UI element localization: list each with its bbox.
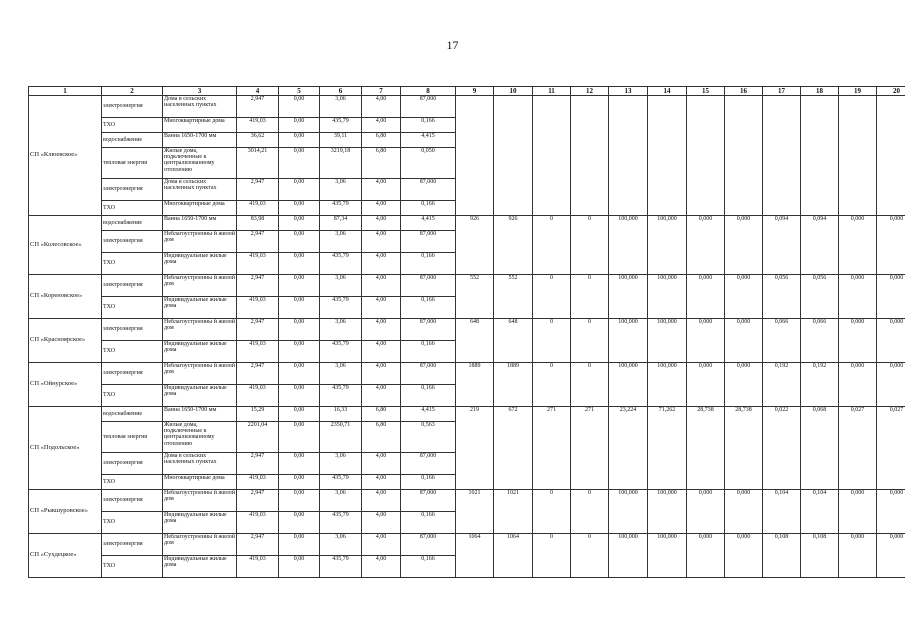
share-cell-col-11: 0	[533, 363, 571, 407]
consumer-category-cell: Индивидуальные жилые дома	[163, 297, 237, 319]
value-cell-col-5: 0,00	[279, 512, 320, 534]
value-cell-col-6: 435,79	[320, 341, 362, 363]
value-cell-col-5: 0,00	[279, 253, 320, 275]
share-cell-col-13: 23,224	[609, 407, 648, 490]
column-header-9: 9	[456, 87, 494, 96]
value-cell-col-4: 2,947	[237, 534, 279, 556]
value-cell-col-8: 87,000	[401, 490, 456, 512]
value-cell-col-6: 3,06	[320, 319, 362, 341]
resource-cell: ТХО	[102, 253, 163, 275]
value-cell-col-5: 0,00	[279, 275, 320, 297]
value-cell-col-4: 2,947	[237, 490, 279, 512]
settlement-cell: СП «Кореновское»	[29, 275, 102, 319]
share-cell-col-14: 100,000	[648, 534, 687, 578]
share-cell-col-19: 0,000	[839, 534, 877, 578]
share-cell-col-16: 0,000	[725, 490, 763, 534]
value-cell-col-4: 419,03	[237, 341, 279, 363]
settlement-cell: СП «Клюевское»	[29, 96, 102, 216]
consumer-category-cell: Индивидуальные жилые дома	[163, 512, 237, 534]
share-cell-col-18: 0,104	[801, 490, 839, 534]
value-cell-col-4: 419,03	[237, 385, 279, 407]
share-cell-col-13: 100,000	[609, 490, 648, 534]
share-cell-col-9: 1064	[456, 534, 494, 578]
value-cell-col-4: 2,947	[237, 363, 279, 385]
share-cell-col-13: 100,000	[609, 534, 648, 578]
resource-cell: водоснабжение	[102, 133, 163, 148]
value-cell-col-4: 2,947	[237, 453, 279, 475]
consumer-category-cell: Ванна 1650-1700 мм	[163, 216, 237, 231]
consumer-category-cell: Дома в сельских населенных пунктах	[163, 179, 237, 201]
value-cell-col-6: 3,06	[320, 231, 362, 253]
share-cell-col-20: 0,000	[877, 216, 905, 275]
value-cell-col-7: 4,00	[362, 297, 401, 319]
share-cell-col-14: 100,000	[648, 490, 687, 534]
value-cell-col-5: 0,00	[279, 148, 320, 179]
column-header-16: 16	[725, 87, 763, 96]
value-cell-col-4: 2,947	[237, 275, 279, 297]
share-cell-col-16: 0,000	[725, 216, 763, 275]
resource-cell: ТХО	[102, 201, 163, 216]
resource-cell: ТХО	[102, 385, 163, 407]
value-cell-col-6: 2350,71	[320, 422, 362, 453]
consumer-category-cell: Неблагоустроенны й жилой дом	[163, 275, 237, 297]
share-cell-col-12: 0	[571, 363, 609, 407]
column-header-11: 11	[533, 87, 571, 96]
share-cell-col-17: 0,108	[763, 534, 801, 578]
share-cell-col-15: 0,000	[687, 490, 725, 534]
settlement-cell: СП «Подольское»	[29, 407, 102, 490]
share-cell-col-12: 0	[571, 534, 609, 578]
column-header-8: 8	[401, 87, 456, 96]
value-cell-col-5: 0,00	[279, 96, 320, 118]
table-body	[29, 96, 905, 578]
share-cell-col-15: 0,000	[687, 275, 725, 319]
share-cell-col-18: 0,068	[801, 407, 839, 490]
column-header-12: 12	[571, 87, 609, 96]
value-cell-col-5: 0,00	[279, 534, 320, 556]
consumer-category-cell: Неблагоустроенны й жилой дом	[163, 363, 237, 385]
share-cell-col-20	[877, 96, 905, 216]
share-cell-col-13: 100,000	[609, 363, 648, 407]
resource-cell: электроэнергия	[102, 534, 163, 556]
value-cell-col-8: 87,000	[401, 453, 456, 475]
column-header-13: 13	[609, 87, 648, 96]
share-cell-col-16: 0,000	[725, 534, 763, 578]
value-cell-col-5: 0,00	[279, 201, 320, 216]
value-cell-col-7: 4,00	[362, 275, 401, 297]
value-cell-col-7: 4,00	[362, 341, 401, 363]
value-cell-col-6: 435,79	[320, 556, 362, 578]
share-cell-col-18	[801, 96, 839, 216]
share-cell-col-14: 71,262	[648, 407, 687, 490]
table-row	[29, 275, 905, 297]
share-cell-col-11: 0	[533, 275, 571, 319]
value-cell-col-6: 3,06	[320, 179, 362, 201]
consumer-category-cell: Ванна 1650-1700 мм	[163, 407, 237, 422]
consumer-category-cell: Индивидуальные жилые дома	[163, 341, 237, 363]
share-cell-col-14: 100,000	[648, 275, 687, 319]
share-cell-col-13: 100,000	[609, 216, 648, 275]
share-cell-col-11	[533, 96, 571, 216]
share-cell-col-14: 100,000	[648, 363, 687, 407]
value-cell-col-7: 4,00	[362, 363, 401, 385]
value-cell-col-8: 4,415	[401, 407, 456, 422]
value-cell-col-6: 435,79	[320, 475, 362, 490]
consumer-category-cell: Неблагоустроенны й жилой дом	[163, 534, 237, 556]
share-cell-col-11: 271	[533, 407, 571, 490]
settlement-cell: СП «Колесовское»	[29, 216, 102, 275]
settlement-cell: СП «Ойнурское»	[29, 363, 102, 407]
value-cell-col-8: 0,166	[401, 118, 456, 133]
column-header-20: 20	[877, 87, 905, 96]
column-header-3: 3	[163, 87, 237, 96]
value-cell-col-7: 6,80	[362, 422, 401, 453]
value-cell-col-4: 2,947	[237, 319, 279, 341]
value-cell-col-8: 0,563	[401, 422, 456, 453]
resource-cell: тепловая энергия	[102, 422, 163, 453]
share-cell-col-17: 0,022	[763, 407, 801, 490]
column-header-17: 17	[763, 87, 801, 96]
value-cell-col-6: 435,79	[320, 118, 362, 133]
share-cell-col-15: 28,738	[687, 407, 725, 490]
share-cell-col-17: 0,192	[763, 363, 801, 407]
page-number: 17	[446, 38, 459, 52]
share-cell-col-10: 552	[494, 275, 533, 319]
share-cell-col-17: 0,056	[763, 275, 801, 319]
share-cell-col-18: 0,066	[801, 319, 839, 363]
settlement-cell: СП «Сухдецкое»	[29, 534, 102, 578]
value-cell-col-5: 0,00	[279, 297, 320, 319]
resource-cell: электроэнергия	[102, 490, 163, 512]
value-cell-col-7: 6,80	[362, 407, 401, 422]
value-cell-col-6: 3,06	[320, 275, 362, 297]
share-cell-col-20: 0,000	[877, 490, 905, 534]
tariff-table-container	[28, 86, 904, 578]
consumer-category-cell: Многоквартирные дома	[163, 118, 237, 133]
share-cell-col-17: 0,094	[763, 216, 801, 275]
share-cell-col-12	[571, 96, 609, 216]
share-cell-col-17: 0,066	[763, 319, 801, 363]
share-cell-col-16: 0,000	[725, 363, 763, 407]
value-cell-col-4: 419,03	[237, 253, 279, 275]
value-cell-col-4: 2,947	[237, 179, 279, 201]
resource-cell: электроэнергия	[102, 231, 163, 253]
value-cell-col-4: 419,03	[237, 297, 279, 319]
share-cell-col-11: 0	[533, 534, 571, 578]
value-cell-col-8: 0,166	[401, 253, 456, 275]
value-cell-col-5: 0,00	[279, 475, 320, 490]
value-cell-col-6: 16,33	[320, 407, 362, 422]
value-cell-col-6: 3,06	[320, 96, 362, 118]
value-cell-col-6: 435,79	[320, 512, 362, 534]
value-cell-col-7: 4,00	[362, 490, 401, 512]
table-row	[29, 96, 905, 118]
resource-cell: ТХО	[102, 475, 163, 490]
consumer-category-cell: Неблагоустроенны й жилой дом	[163, 231, 237, 253]
value-cell-col-8: 87,000	[401, 96, 456, 118]
value-cell-col-7: 6,80	[362, 148, 401, 179]
share-cell-col-9: 926	[456, 216, 494, 275]
value-cell-col-7: 4,00	[362, 319, 401, 341]
value-cell-col-7: 4,00	[362, 475, 401, 490]
share-cell-col-17	[763, 96, 801, 216]
value-cell-col-4: 2,947	[237, 231, 279, 253]
column-header-15: 15	[687, 87, 725, 96]
table-row	[29, 216, 905, 231]
resource-cell: электроэнергия	[102, 363, 163, 385]
value-cell-col-4: 2,947	[237, 96, 279, 118]
value-cell-col-8: 0,166	[401, 512, 456, 534]
value-cell-col-4: 36,62	[237, 133, 279, 148]
value-cell-col-7: 4,00	[362, 512, 401, 534]
share-cell-col-15: 0,000	[687, 319, 725, 363]
share-cell-col-10	[494, 96, 533, 216]
column-header-2: 2	[102, 87, 163, 96]
share-cell-col-15: 0,000	[687, 216, 725, 275]
resource-cell: ТХО	[102, 512, 163, 534]
value-cell-col-6: 435,79	[320, 201, 362, 216]
value-cell-col-8: 0,166	[401, 385, 456, 407]
value-cell-col-8: 87,000	[401, 179, 456, 201]
share-cell-col-10: 1064	[494, 534, 533, 578]
consumer-category-cell: Жилые дома, подключенные к централизованному отоплению	[163, 148, 237, 179]
column-header-1: 1	[29, 87, 102, 96]
value-cell-col-5: 0,00	[279, 231, 320, 253]
share-cell-col-13: 100,000	[609, 275, 648, 319]
table-row	[29, 490, 905, 512]
resource-cell: ТХО	[102, 297, 163, 319]
consumer-category-cell: Дома в сельских населенных пунктах	[163, 96, 237, 118]
settlement-cell: СП «Красноярское»	[29, 319, 102, 363]
value-cell-col-5: 0,00	[279, 490, 320, 512]
resource-cell: электроэнергия	[102, 319, 163, 341]
share-cell-col-19: 0,000	[839, 363, 877, 407]
consumer-category-cell: Неблагоустроенны й жилой дом	[163, 319, 237, 341]
value-cell-col-8: 0,166	[401, 201, 456, 216]
table-row	[29, 363, 905, 385]
value-cell-col-8: 0,166	[401, 341, 456, 363]
value-cell-col-8: 87,000	[401, 275, 456, 297]
value-cell-col-7: 4,00	[362, 534, 401, 556]
share-cell-col-13	[609, 96, 648, 216]
share-cell-col-12: 0	[571, 319, 609, 363]
value-cell-col-8: 0,050	[401, 148, 456, 179]
value-cell-col-7: 4,00	[362, 96, 401, 118]
value-cell-col-6: 3,06	[320, 534, 362, 556]
resource-cell: ТХО	[102, 341, 163, 363]
share-cell-col-11: 0	[533, 216, 571, 275]
resource-cell: водоснабжение	[102, 216, 163, 231]
value-cell-col-6: 3,06	[320, 453, 362, 475]
share-cell-col-11: 0	[533, 490, 571, 534]
tariff-table	[28, 86, 905, 578]
value-cell-col-4: 83,98	[237, 216, 279, 231]
share-cell-col-17: 0,104	[763, 490, 801, 534]
value-cell-col-6: 3219,18	[320, 148, 362, 179]
value-cell-col-5: 0,00	[279, 363, 320, 385]
value-cell-col-8: 4,415	[401, 133, 456, 148]
value-cell-col-6: 435,79	[320, 385, 362, 407]
settlement-cell: СП «Рыкшуровское»	[29, 490, 102, 534]
value-cell-col-4: 419,03	[237, 118, 279, 133]
column-header-7: 7	[362, 87, 401, 96]
share-cell-col-18: 0,056	[801, 275, 839, 319]
share-cell-col-20: 0,000	[877, 275, 905, 319]
value-cell-col-6: 39,11	[320, 133, 362, 148]
share-cell-col-15	[687, 96, 725, 216]
share-cell-col-16: 0,000	[725, 319, 763, 363]
column-header-6: 6	[320, 87, 362, 96]
value-cell-col-6: 435,79	[320, 253, 362, 275]
share-cell-col-10: 1021	[494, 490, 533, 534]
share-cell-col-15: 0,000	[687, 363, 725, 407]
value-cell-col-4: 419,03	[237, 556, 279, 578]
value-cell-col-7: 4,00	[362, 216, 401, 231]
share-cell-col-9	[456, 96, 494, 216]
share-cell-col-19	[839, 96, 877, 216]
value-cell-col-6: 435,79	[320, 297, 362, 319]
column-header-5: 5	[279, 87, 320, 96]
value-cell-col-5: 0,00	[279, 407, 320, 422]
share-cell-col-20: 0,000	[877, 363, 905, 407]
consumer-category-cell: Неблагоустроенны й жилой дом	[163, 490, 237, 512]
consumer-category-cell: Жилые дома, подключенные к централизованному отоплению	[163, 422, 237, 453]
resource-cell: электроэнергия	[102, 179, 163, 201]
table-row	[29, 319, 905, 341]
value-cell-col-4: 15,29	[237, 407, 279, 422]
value-cell-col-4: 2201,04	[237, 422, 279, 453]
share-cell-col-19: 0,000	[839, 216, 877, 275]
column-header-14: 14	[648, 87, 687, 96]
share-cell-col-18: 0,108	[801, 534, 839, 578]
column-header-18: 18	[801, 87, 839, 96]
share-cell-col-10: 926	[494, 216, 533, 275]
value-cell-col-8: 4,415	[401, 216, 456, 231]
value-cell-col-8: 0,166	[401, 297, 456, 319]
share-cell-col-10: 672	[494, 407, 533, 490]
share-cell-col-10: 648	[494, 319, 533, 363]
consumer-category-cell: Индивидуальные жилые дома	[163, 556, 237, 578]
resource-cell: тепловая энергия	[102, 148, 163, 179]
share-cell-col-18: 0,094	[801, 216, 839, 275]
share-cell-col-16: 28,738	[725, 407, 763, 490]
consumer-category-cell: Многоквартирные дома	[163, 201, 237, 216]
share-cell-col-14: 100,000	[648, 216, 687, 275]
value-cell-col-8: 87,000	[401, 534, 456, 556]
value-cell-col-6: 3,06	[320, 490, 362, 512]
value-cell-col-7: 4,00	[362, 201, 401, 216]
share-cell-col-9: 1021	[456, 490, 494, 534]
column-header-4: 4	[237, 87, 279, 96]
value-cell-col-5: 0,00	[279, 385, 320, 407]
resource-cell: ТХО	[102, 118, 163, 133]
share-cell-col-16: 0,000	[725, 275, 763, 319]
column-header-19: 19	[839, 87, 877, 96]
consumer-category-cell: Дома в сельских населенных пунктах	[163, 453, 237, 475]
value-cell-col-4: 419,03	[237, 475, 279, 490]
share-cell-col-20: 0,027	[877, 407, 905, 490]
value-cell-col-7: 6,80	[362, 133, 401, 148]
value-cell-col-4: 419,03	[237, 201, 279, 216]
value-cell-col-7: 4,00	[362, 118, 401, 133]
value-cell-col-7: 4,00	[362, 453, 401, 475]
share-cell-col-14	[648, 96, 687, 216]
consumer-category-cell: Ванна 1650-1700 мм	[163, 133, 237, 148]
value-cell-col-7: 4,00	[362, 253, 401, 275]
share-cell-col-16	[725, 96, 763, 216]
value-cell-col-4: 419,03	[237, 512, 279, 534]
table-row	[29, 534, 905, 556]
resource-cell: водоснабжение	[102, 407, 163, 422]
value-cell-col-5: 0,00	[279, 422, 320, 453]
value-cell-col-8: 87,000	[401, 231, 456, 253]
value-cell-col-7: 4,00	[362, 385, 401, 407]
value-cell-col-5: 0,00	[279, 341, 320, 363]
value-cell-col-5: 0,00	[279, 453, 320, 475]
share-cell-col-19: 0,027	[839, 407, 877, 490]
value-cell-col-5: 0,00	[279, 319, 320, 341]
value-cell-col-6: 3,06	[320, 363, 362, 385]
share-cell-col-20: 0,000	[877, 534, 905, 578]
share-cell-col-9: 552	[456, 275, 494, 319]
column-header-10: 10	[494, 87, 533, 96]
value-cell-col-7: 4,00	[362, 556, 401, 578]
value-cell-col-8: 87,000	[401, 319, 456, 341]
value-cell-col-4: 3014,21	[237, 148, 279, 179]
value-cell-col-5: 0,00	[279, 133, 320, 148]
share-cell-col-9: 648	[456, 319, 494, 363]
share-cell-col-20: 0,000	[877, 319, 905, 363]
value-cell-col-7: 4,00	[362, 231, 401, 253]
share-cell-col-9: 219	[456, 407, 494, 490]
value-cell-col-6: 87,34	[320, 216, 362, 231]
share-cell-col-12: 271	[571, 407, 609, 490]
value-cell-col-8: 0,166	[401, 475, 456, 490]
resource-cell: ТХО	[102, 556, 163, 578]
value-cell-col-5: 0,00	[279, 118, 320, 133]
value-cell-col-7: 4,00	[362, 179, 401, 201]
share-cell-col-12: 0	[571, 216, 609, 275]
share-cell-col-18: 0,192	[801, 363, 839, 407]
share-cell-col-19: 0,000	[839, 319, 877, 363]
share-cell-col-13: 100,000	[609, 319, 648, 363]
share-cell-col-12: 0	[571, 275, 609, 319]
value-cell-col-5: 0,00	[279, 179, 320, 201]
value-cell-col-8: 0,166	[401, 556, 456, 578]
share-cell-col-15: 0,000	[687, 534, 725, 578]
header-row	[29, 87, 905, 96]
share-cell-col-19: 0,000	[839, 275, 877, 319]
share-cell-col-9: 1889	[456, 363, 494, 407]
resource-cell: электроэнергия	[102, 96, 163, 118]
consumer-category-cell: Индивидуальные жилые дома	[163, 385, 237, 407]
share-cell-col-11: 0	[533, 319, 571, 363]
consumer-category-cell: Многоквартирные дома	[163, 475, 237, 490]
value-cell-col-5: 0,00	[279, 556, 320, 578]
resource-cell: электроэнергия	[102, 453, 163, 475]
resource-cell: электроэнергия	[102, 275, 163, 297]
value-cell-col-5: 0,00	[279, 216, 320, 231]
share-cell-col-10: 1889	[494, 363, 533, 407]
share-cell-col-19: 0,000	[839, 490, 877, 534]
share-cell-col-12: 0	[571, 490, 609, 534]
share-cell-col-14: 100,000	[648, 319, 687, 363]
consumer-category-cell: Индивидуальные жилые дома	[163, 253, 237, 275]
value-cell-col-8: 87,000	[401, 363, 456, 385]
table-row	[29, 407, 905, 422]
